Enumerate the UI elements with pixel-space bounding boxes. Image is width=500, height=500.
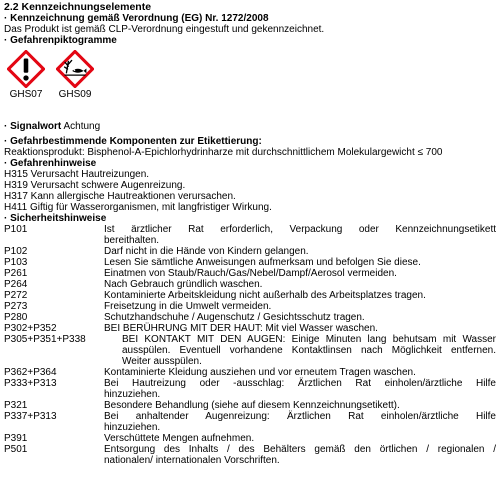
statement-line: bereithalten. <box>104 235 160 246</box>
precautionary-statement <box>4 400 496 411</box>
statement-line: Weiter ausspülen. <box>122 356 202 367</box>
precautionary-statement <box>4 257 496 268</box>
pictogram-row <box>6 50 496 100</box>
statement-code: P103 <box>4 257 28 268</box>
signal-word-label: · Signalwort <box>4 121 61 132</box>
statement-code: P261 <box>4 268 28 279</box>
components-text: Reaktionsprodukt: Bisphenol-A-Epichlorhydrinharze mit durchschnittlichem Molekulargewicht ≤ 700 <box>4 147 443 158</box>
statement-text <box>104 257 496 268</box>
statement-text <box>104 312 496 323</box>
hazard-list <box>4 169 496 213</box>
statement-line: Schutzhandschuhe / Augenschutz / Gesichtsschutz tragen. <box>104 312 365 323</box>
statement-text <box>104 378 496 400</box>
precautionary-statement <box>4 334 496 367</box>
statement-line: Entsorgung des Inhalts / des Behälters gemäß den örtlichen / regionalen / <box>104 444 496 455</box>
statement-line: BEI KONTAKT MIT DEN AUGEN: Einige Minuten lang behutsam mit Wasser <box>122 334 496 345</box>
precautionary-statement <box>4 246 496 257</box>
statement-line: hinzuziehen. <box>104 389 161 400</box>
statement-code: P264 <box>4 279 28 290</box>
statement-text <box>104 268 496 279</box>
statement-text <box>104 279 496 290</box>
statement-code: P272 <box>4 290 28 301</box>
statement-text <box>104 433 496 444</box>
statement-code: P305+P351+P338 <box>4 334 86 345</box>
statement-text <box>104 290 496 301</box>
precautionary-statement <box>4 224 496 246</box>
statement-line: Freisetzung in die Umwelt vermeiden. <box>104 301 272 312</box>
section-title: 2.2 Kennzeichnungselemente <box>4 1 152 13</box>
precautionary-statement <box>4 312 496 323</box>
precautionary-statement <box>4 268 496 279</box>
statement-line: nationalen/ internationalen Vorschriften. <box>104 455 280 466</box>
pictograms-heading: · Gefahrenpiktogramme <box>4 35 496 46</box>
pictogram-code: GHS07 <box>9 89 43 100</box>
statement-line: Kontaminierte Kleidung ausziehen und vor erneutem Tragen waschen. <box>104 367 416 378</box>
statement-code: P391 <box>4 433 28 444</box>
hazard-statement: H319 Verursacht schwere Augenreizung. <box>4 180 186 191</box>
statement-code: P101 <box>4 224 28 235</box>
hazard-heading: · Gefahrenhinweise <box>4 158 496 169</box>
statement-code: P337+P313 <box>4 411 57 422</box>
statement-text <box>122 334 496 367</box>
statement-text <box>104 246 496 257</box>
precautionary-statement <box>4 378 496 400</box>
statement-text <box>104 367 496 378</box>
pictogram-code: GHS09 <box>58 89 92 100</box>
precautionary-statement <box>4 444 496 466</box>
statement-code: P333+P313 <box>4 378 57 389</box>
precautionary-statement <box>4 411 496 433</box>
statement-text <box>104 301 496 312</box>
precautionary-list <box>4 224 496 466</box>
labeling-text: Das Produkt ist gemäß CLP-Verordnung eingestuft und gekennzeichnet. <box>4 24 325 35</box>
exclamation-mark-icon <box>7 50 45 88</box>
statement-line: Lesen Sie sämtliche Anweisungen aufmerksam und befolgen Sie diese. <box>104 257 421 268</box>
statement-line: Einatmen von Staub/Rauch/Gas/Nebel/Dampf/Aerosol vermeiden. <box>104 268 397 279</box>
document-page <box>4 1 496 466</box>
hazard-statement: H315 Verursacht Hautreizungen. <box>4 169 150 180</box>
statement-text <box>104 444 496 466</box>
statement-line: Nach Gebrauch gründlich waschen. <box>104 279 263 290</box>
statement-line: Bei anhaltender Augenreizung: Ärztlichen Rat einholen/ärztliche Hilfe <box>104 411 496 422</box>
hazard-statement: H411 Giftig für Wasserorganismen, mit langfristiger Wirkung. <box>4 202 272 213</box>
statement-code: P362+P364 <box>4 367 57 378</box>
precautionary-heading: · Sicherheitshinweise <box>4 213 496 224</box>
statement-line: Besondere Behandlung (siehe auf diesem Kennzeichnungsetikett). <box>104 400 400 411</box>
pictogram-ghs07 <box>6 50 46 100</box>
precautionary-statement <box>4 323 496 334</box>
precautionary-statement <box>4 279 496 290</box>
statement-code: P501 <box>4 444 28 455</box>
statement-line: BEI BERÜHRUNG MIT DER HAUT: Mit viel Wasser waschen. <box>104 323 378 334</box>
statement-text <box>104 400 496 411</box>
statement-line: hinzuziehen. <box>104 422 161 433</box>
hazard-statement: H317 Kann allergische Hautreaktionen verursachen. <box>4 191 236 202</box>
signal-word: Achtung <box>63 121 101 132</box>
statement-line: Verschüttete Mengen aufnehmen. <box>104 433 255 444</box>
signal-word-row <box>4 121 496 132</box>
statement-line: Bei Hautreizung oder -ausschlag: Ärztlichen Rat einholen/ärztliche Hilfe <box>104 378 496 389</box>
environment-hazard-icon <box>56 50 94 88</box>
precautionary-statement <box>4 290 496 301</box>
precautionary-statement <box>4 433 496 444</box>
pictogram-ghs09 <box>55 50 95 100</box>
precautionary-statement <box>4 301 496 312</box>
statement-line: ausspülen. Eventuell vorhandene Kontaktlinsen nach Möglichkeit entfernen. <box>122 345 496 356</box>
statement-line: Ist ärztlicher Rat erforderlich, Verpackung oder Kennzeichnungsetikett <box>104 224 496 235</box>
precautionary-statement <box>4 367 496 378</box>
statement-code: P102 <box>4 246 28 257</box>
statement-line: Darf nicht in die Hände von Kindern gelangen. <box>104 246 309 257</box>
statement-code: P302+P352 <box>4 323 57 334</box>
statement-code: P273 <box>4 301 28 312</box>
statement-code: P280 <box>4 312 28 323</box>
labeling-heading: · Kennzeichnung gemäß Verordnung (EG) Nr. 1272/2008 <box>4 13 496 24</box>
statement-line: Kontaminierte Arbeitskleidung nicht außerhalb des Arbeitsplatzes tragen. <box>104 290 426 301</box>
statement-text <box>104 411 496 433</box>
statement-text <box>104 323 496 334</box>
statement-text <box>104 224 496 246</box>
components-heading: · Gefahrbestimmende Komponenten zur Etikettierung: <box>4 136 496 147</box>
statement-code: P321 <box>4 400 28 411</box>
